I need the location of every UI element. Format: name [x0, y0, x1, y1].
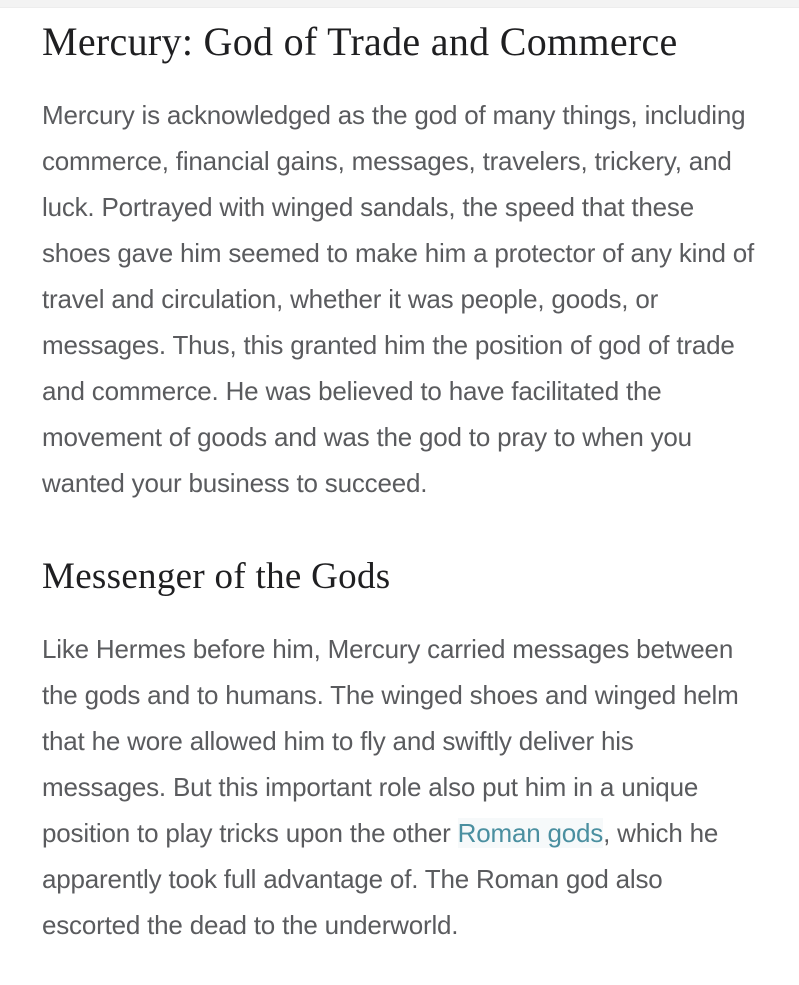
intro-paragraph: Mercury is acknowledged as the god of many things, including commerce, financial gains, messages, travelers, trickery, and luck. Portrayed with winged sandals, the speed that these shoes gave him seemed to make him a protector of any kind of travel and circulation, whether it was people, goods, or messages. Thus, this granted him the position of god of trade and commerce. He was believed to have facilitated the movement of goods and was the god to pray to when you wanted your business to succeed. — [42, 100, 755, 498]
messenger-paragraph-after-link: , which he apparently took full advantage of. The Roman god also escorted the dead to the underworld. — [42, 818, 719, 940]
top-strip — [0, 0, 799, 8]
section-heading-messenger: Messenger of the Gods — [42, 556, 391, 597]
article-title: Mercury: God of Trade and Commerce — [42, 19, 678, 64]
messenger-paragraph — [42, 626, 755, 948]
article — [0, 14, 799, 948]
messenger-paragraph-before-link: Like Hermes before him, Mercury carried messages between the gods and to humans. The winged shoes and winged helm that he wore allowed him to fly and swiftly deliver his messages. But this important role also put him in a unique position to play tricks upon the other — [42, 634, 739, 848]
roman-gods-link[interactable]: Roman gods — [457, 818, 604, 848]
